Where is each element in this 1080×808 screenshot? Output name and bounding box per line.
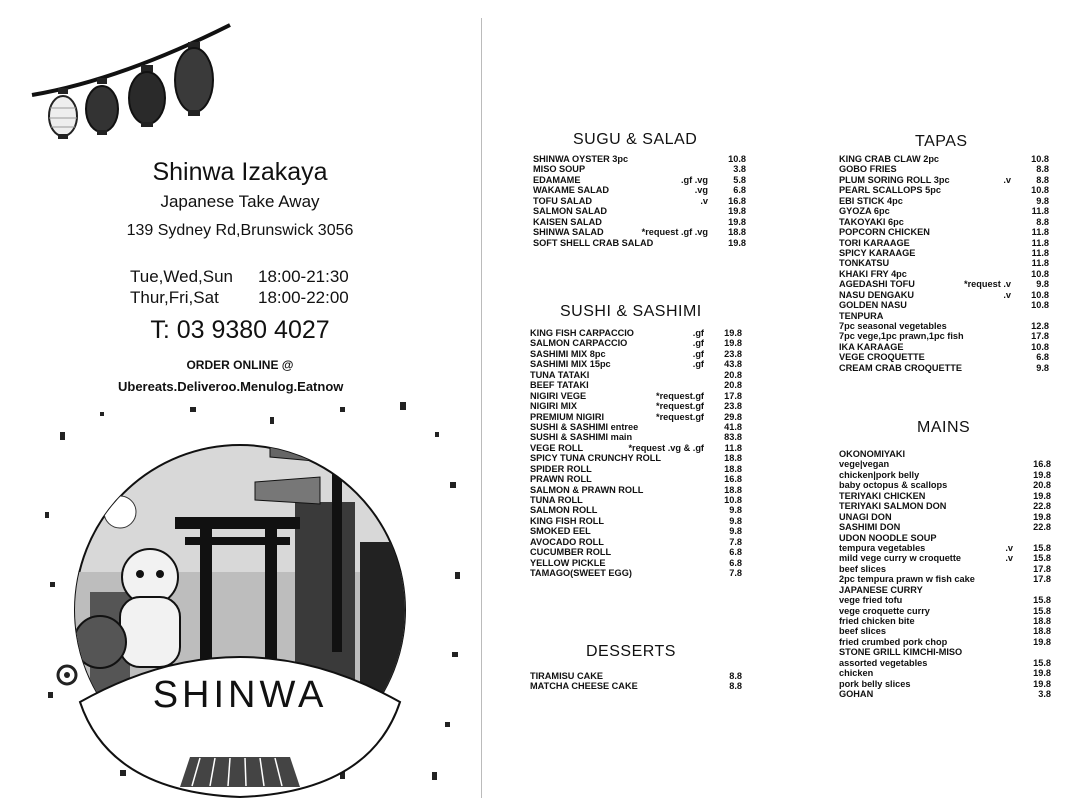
menu-item (839, 258, 1049, 268)
delivery-apps: Ubereats.Deliveroo.Menulog.Eatnow (118, 379, 344, 394)
phone-number: T: 03 9380 4027 (150, 316, 330, 344)
menu-item-name: SPICY KARAAGE (839, 247, 916, 258)
menu-item-name: TERIYAKI SALMON DON (839, 501, 947, 512)
menu-item-name: KING FISH CARPACCIO (530, 328, 634, 338)
menu-item (839, 164, 1049, 174)
menu-item (839, 227, 1049, 237)
menu-item-price: 9.8 (729, 515, 742, 526)
menu-item-price: 9.8 (729, 526, 742, 537)
menu-item-tag: *request.gf (656, 401, 704, 412)
menu-item (839, 363, 1049, 373)
menu-item (839, 269, 1049, 279)
menu-item-name: GOHAN (839, 689, 874, 700)
menu-item-price: 10.8 (724, 495, 742, 505)
menu-item-name: UDON NOODLE SOUP (839, 532, 937, 543)
menu-item-price: 18.8 (724, 463, 742, 474)
menu-item (530, 391, 742, 401)
menu-item-tag: *request.gf (656, 411, 704, 422)
menu-item-price: 8.8 (1036, 174, 1049, 185)
menu-item-tag: .v (1005, 542, 1013, 553)
menu-item-name: JAPANESE CURRY (839, 584, 923, 595)
menu-item (839, 585, 1051, 595)
menu-item-price: 18.8 (1033, 626, 1051, 637)
menu-item (530, 474, 742, 484)
menu-item-name: TUNA TATAKI (530, 369, 590, 380)
menu-item-name: 2pc tempura prawn w fish cake (839, 574, 975, 585)
menu-item-name: IKA KARAAGE (839, 341, 904, 352)
menu-item (533, 185, 746, 195)
menu-item (530, 537, 742, 547)
menu-item (839, 606, 1051, 616)
menu-item-price: 29.8 (724, 411, 742, 422)
menu-item (839, 185, 1049, 195)
section-title-sushi-sashimi: SUSHI & SASHIMI (560, 303, 702, 320)
menu-item-price: 15.8 (1033, 605, 1051, 616)
menu-item (839, 689, 1051, 699)
menu-item (839, 175, 1049, 185)
restaurant-address: 139 Sydney Rd,Brunswick 3056 (126, 222, 354, 239)
menu-item (839, 331, 1049, 341)
menu-item (839, 300, 1049, 310)
menu-item (839, 491, 1051, 501)
menu-item-price: 19.8 (1033, 490, 1051, 501)
menu-item-price: 9.8 (1036, 195, 1049, 206)
menu-item-name: GOLDEN NASU (839, 300, 907, 311)
lantern-string-illustration (30, 20, 250, 150)
restaurant-subtitle: Japanese Take Away (160, 192, 320, 211)
menu-item-price: 10.8 (1031, 185, 1049, 196)
menu-item-name: VEGE CROQUETTE (839, 352, 925, 363)
hours-days: Tue,Wed,Sun (130, 267, 234, 286)
menu-item-name: SUSHI & SASHIMI main (530, 432, 633, 443)
menu-item-name: WAKAME SALAD (533, 185, 610, 196)
menu-list-desserts (530, 671, 742, 692)
menu-item-price: 19.8 (1033, 678, 1051, 689)
lantern-dark-3 (175, 42, 213, 116)
menu-item-name: beef slices (839, 626, 886, 637)
menu-item-name: vege fried tofu (839, 595, 903, 606)
menu-item-name: TERIYAKI CHICKEN (839, 490, 926, 501)
menu-item-price: 15.8 (1033, 657, 1051, 668)
menu-item-name: TOFU SALAD (533, 195, 593, 206)
menu-item-name: baby octopus & scallops (839, 480, 948, 491)
menu-item-name: TONKATSU (839, 258, 890, 269)
menu-item (839, 512, 1051, 522)
menu-item (839, 616, 1051, 626)
menu-item (530, 681, 742, 691)
menu-item-name: PEARL SCALLOPS 5pc (839, 185, 941, 196)
menu-item-name: TAMAGO(SWEET EGG) (530, 568, 632, 579)
section-title-sugu-salad: SUGU & SALAD (573, 131, 698, 148)
menu-item (839, 668, 1051, 678)
menu-item-name: TORI KARAAGE (839, 237, 910, 248)
menu-item (530, 422, 742, 432)
menu-item (530, 485, 742, 495)
restaurant-name: Shinwa Izakaya (152, 158, 328, 186)
menu-item-name: vege croquette curry (839, 605, 930, 616)
menu-item-price: 19.8 (728, 206, 746, 217)
menu-item (839, 342, 1049, 352)
menu-item (530, 568, 742, 578)
menu-item-tag: .v (700, 195, 708, 206)
menu-item-price: 17.8 (1033, 574, 1051, 585)
menu-item-name: SPICY TUNA CRUNCHY ROLL (530, 453, 662, 464)
menu-item-tag: .gf (692, 328, 704, 338)
menu-item-tag: *request .v (964, 279, 1011, 290)
menu-item-price: 20.8 (724, 380, 742, 391)
menu-item-price: 20.8 (724, 369, 742, 380)
menu-item-price: 8.8 (1036, 216, 1049, 227)
menu-item-name: assorted vegetables (839, 657, 928, 668)
menu-item-price: 5.8 (733, 174, 746, 185)
menu-item-name: EDAMAME (533, 174, 581, 185)
menu-item-price: 19.8 (728, 216, 746, 227)
menu-item-price: 10.8 (1031, 154, 1049, 164)
menu-item-name: KAISEN SALAD (533, 216, 602, 227)
menu-item-name: PREMIUM NIGIRI (530, 411, 605, 422)
menu-item (839, 206, 1049, 216)
menu-item-tag: .gf (692, 338, 704, 349)
menu-item-name: chicken (839, 668, 874, 679)
menu-item-name: fried crumbed pork chop (839, 636, 948, 647)
menu-item-name: MATCHA CHEESE CAKE (530, 681, 638, 692)
menu-item-name: OKONOMIYAKI (839, 449, 906, 459)
menu-item-price: 16.8 (728, 195, 746, 206)
hours-time: 18:00-22:00 (258, 288, 349, 307)
menu-item (530, 432, 742, 442)
menu-item (530, 401, 742, 411)
menu-item-price: 6.8 (729, 557, 742, 568)
menu-item-name: TUNA ROLL (530, 495, 583, 505)
menu-item (839, 470, 1051, 480)
menu-item (839, 626, 1051, 636)
menu-item-price: 18.8 (724, 453, 742, 464)
menu-item-name: VEGE ROLL (530, 442, 584, 453)
page-fold (481, 18, 482, 798)
menu-list-sugu-salad (533, 154, 746, 248)
lantern-dark-2 (129, 65, 165, 127)
menu-item-name: GYOZA 6pc (839, 206, 890, 217)
menu-item (839, 238, 1049, 248)
menu-item-price: 6.8 (733, 185, 746, 196)
menu-item (839, 196, 1049, 206)
menu-item-price: 8.8 (729, 681, 742, 692)
menu-item (839, 564, 1051, 574)
order-online-label: ORDER ONLINE @ (186, 358, 294, 372)
menu-item-price: 16.8 (724, 474, 742, 485)
logo-text: SHINWA (152, 674, 328, 716)
menu-item (530, 370, 742, 380)
menu-item-name: STONE GRILL KIMCHI-MISO (839, 647, 963, 658)
menu-item-tag: .gf .vg (680, 174, 708, 185)
menu-item (530, 495, 742, 505)
menu-item (839, 217, 1049, 227)
menu-item-tag: .gf (692, 348, 704, 359)
menu-item (839, 449, 1051, 459)
menu-item-price: 9.8 (729, 505, 742, 516)
menu-item (839, 595, 1051, 605)
menu-item-price: 19.8 (1033, 636, 1051, 647)
menu-item (530, 547, 742, 557)
menu-item-price: 19.8 (728, 237, 746, 248)
menu-item-name: KHAKI FRY 4pc (839, 268, 907, 279)
menu-item-name: AGEDASHI TOFU (839, 279, 915, 290)
menu-item-tag: .v (1003, 289, 1011, 300)
menu-item-name: KING CRAB CLAW 2pc (839, 154, 940, 164)
menu-item (530, 453, 742, 463)
menu-item-name: chicken|pork belly (839, 469, 920, 480)
menu-item-price: 11.8 (724, 442, 742, 453)
menu-item-price: 15.8 (1033, 595, 1051, 606)
menu-item-name: PRAWN ROLL (530, 474, 592, 485)
menu-item-price: 22.8 (1033, 501, 1051, 512)
menu-item (839, 574, 1051, 584)
menu-item (530, 505, 742, 515)
menu-item-name: AVOCADO ROLL (530, 536, 604, 547)
menu-item-price: 6.8 (1036, 352, 1049, 363)
hours-row (130, 266, 349, 287)
section-title-desserts: DESSERTS (586, 643, 676, 660)
menu-item-price: 9.8 (1036, 279, 1049, 290)
shinwa-fan-illustration (40, 392, 470, 800)
menu-item (530, 412, 742, 422)
menu-item-name: beef slices (839, 563, 886, 574)
menu-item (530, 349, 742, 359)
menu-item (839, 637, 1051, 647)
menu-item-price: 16.8 (1033, 459, 1051, 470)
menu-item-name: SASHIMI MIX 8pc (530, 348, 606, 359)
menu-item-price: 83.8 (724, 432, 742, 443)
menu-item (839, 679, 1051, 689)
menu-item-price: 7.8 (729, 536, 742, 547)
menu-item-name: vege|vegan (839, 459, 890, 470)
menu-item-price: 22.8 (1033, 522, 1051, 533)
menu-item (839, 522, 1051, 532)
section-title-tapas: TAPAS (915, 133, 968, 150)
menu-item-name: SASHIMI DON (839, 522, 901, 533)
menu-item (839, 459, 1051, 469)
lantern-white (49, 88, 77, 139)
menu-item-price: 23.8 (724, 401, 742, 412)
menu-item-name: TENPURA (839, 310, 884, 321)
menu-item (839, 647, 1051, 657)
menu-item-price: 17.8 (1033, 563, 1051, 574)
menu-item-price: 8.8 (1036, 164, 1049, 175)
opening-hours (130, 266, 349, 308)
menu-item (533, 217, 746, 227)
menu-item (839, 352, 1049, 362)
menu-item (533, 164, 746, 174)
menu-item (839, 311, 1049, 321)
menu-item (530, 516, 742, 526)
hours-time: 18:00-21:30 (258, 267, 349, 286)
menu-item-price: 18.8 (728, 227, 746, 238)
menu-item-name: SPIDER ROLL (530, 463, 592, 474)
menu-item (839, 501, 1051, 511)
menu-item-name: YELLOW PICKLE (530, 557, 606, 568)
menu-item-name: KING FISH ROLL (530, 515, 605, 526)
menu-item (530, 671, 742, 681)
menu-item-name: UNAGI DON (839, 511, 892, 522)
menu-item-name: GOBO FRIES (839, 164, 897, 175)
menu-item-price: 18.8 (1033, 616, 1051, 626)
menu-item-name: SMOKED EEL (530, 526, 591, 537)
section-title-mains: MAINS (917, 419, 971, 436)
menu-item-name: TAKOYAKI 6pc (839, 216, 904, 227)
menu-item-price: 41.8 (724, 421, 742, 432)
menu-list-sushi-sashimi (530, 328, 742, 579)
menu-item-price: 3.8 (1038, 689, 1051, 700)
menu-item-price: 11.8 (1031, 206, 1049, 217)
menu-item-price: 8.8 (729, 671, 742, 681)
menu-item-name: 7pc vege,1pc prawn,1pc fish (839, 331, 964, 342)
menu-item (530, 338, 742, 348)
menu-item-price: 19.8 (1033, 511, 1051, 522)
menu-item-price: 11.8 (1031, 258, 1049, 269)
menu-item (839, 553, 1051, 563)
menu-item-tag: .vg (694, 185, 708, 196)
hours-row (130, 287, 349, 308)
menu-item (839, 279, 1049, 289)
menu-item-name: BEEF TATAKI (530, 380, 589, 391)
menu-item-price: 10.8 (728, 154, 746, 164)
menu-item-name: PLUM SORING ROLL 3pc (839, 174, 950, 185)
menu-item-price: 12.8 (1031, 321, 1049, 331)
menu-item-name: SOFT SHELL CRAB SALAD (533, 237, 654, 248)
menu-item-name: SALMON SALAD (533, 206, 608, 217)
menu-item (530, 558, 742, 568)
menu-item-price: 17.8 (1031, 331, 1049, 342)
menu-item-price: 11.8 (1031, 237, 1049, 248)
menu-item-price: 19.8 (724, 328, 742, 338)
menu-item (533, 154, 746, 164)
menu-item-name: MISO SOUP (533, 164, 586, 175)
menu-list-tapas (839, 154, 1049, 373)
menu-item (533, 206, 746, 216)
menu-item-price: 23.8 (724, 348, 742, 359)
menu-item-name: CUCUMBER ROLL (530, 547, 612, 558)
menu-item-name: POPCORN CHICKEN (839, 227, 930, 238)
menu-item-price: 19.8 (1033, 469, 1051, 480)
menu-item-price: 7.8 (729, 568, 742, 579)
menu-item-name: mild vege curry w croquette (839, 553, 962, 564)
menu-item-name: SALMON ROLL (530, 505, 598, 516)
menu-item-tag: *request .gf .vg (641, 227, 708, 238)
menu-item-price: 9.8 (1036, 362, 1049, 373)
menu-item-name: NIGIRI VEGE (530, 390, 587, 401)
menu-item-name: EBI STICK 4pc (839, 195, 903, 206)
menu-item (530, 443, 742, 453)
menu-item-name: SHINWA SALAD (533, 227, 604, 238)
menu-item (530, 526, 742, 536)
menu-item-name: SASHIMI MIX 15pc (530, 359, 611, 370)
menu-item-price: 18.8 (724, 484, 742, 495)
menu-item-price: 43.8 (724, 359, 742, 370)
menu-item-price: 3.8 (733, 164, 746, 175)
menu-item-price: 10.8 (1031, 341, 1049, 352)
menu-item (530, 380, 742, 390)
menu-item-price: 11.8 (1031, 247, 1049, 258)
menu-item (533, 196, 746, 206)
menu-item-price: 10.8 (1031, 300, 1049, 311)
menu-item-price: 15.8 (1033, 553, 1051, 564)
menu-item (839, 248, 1049, 258)
menu-item-name: SALMON & PRAWN ROLL (530, 484, 644, 495)
menu-item (533, 238, 746, 248)
menu-item (839, 658, 1051, 668)
menu-item-tag: *request.gf (656, 390, 704, 401)
hours-days: Thur,Fri,Sat (130, 288, 219, 307)
menu-item-price: 10.8 (1031, 289, 1049, 300)
menu-item-price: 11.8 (1031, 227, 1049, 238)
menu-item-name: SHINWA OYSTER 3pc (533, 154, 629, 164)
menu-item-tag: *request .vg & .gf (628, 442, 704, 453)
menu-item-name: SUSHI & SASHIMI entree (530, 421, 639, 432)
menu-item-price: 20.8 (1033, 480, 1051, 491)
menu-item (839, 321, 1049, 331)
menu-item-price: 17.8 (724, 390, 742, 401)
menu-item (530, 359, 742, 369)
menu-item-name: TIRAMISU CAKE (530, 671, 603, 681)
menu-item (839, 154, 1049, 164)
menu-item-price: 19.8 (724, 338, 742, 349)
menu-item-name: 7pc seasonal vegetables (839, 321, 947, 331)
menu-list-mains (839, 449, 1051, 700)
menu-item-name: pork belly slices (839, 678, 911, 689)
menu-item (533, 175, 746, 185)
menu-item (530, 464, 742, 474)
menu-item (839, 290, 1049, 300)
menu-item (839, 543, 1051, 553)
menu-item-name: fried chicken bite (839, 616, 915, 626)
menu-item (839, 480, 1051, 490)
menu-item-name: SALMON CARPACCIO (530, 338, 628, 349)
menu-item-tag: .v (1003, 174, 1011, 185)
menu-item-tag: .v (1005, 553, 1013, 564)
menu-item-price: 19.8 (1033, 668, 1051, 679)
menu-item (839, 533, 1051, 543)
lantern-dark-1 (86, 78, 118, 135)
menu-item-name: tempura vegetables (839, 542, 926, 553)
menu-item (530, 328, 742, 338)
menu-item (533, 227, 746, 237)
menu-item-price: 6.8 (729, 547, 742, 558)
menu-item-price: 15.8 (1033, 542, 1051, 553)
menu-item-price: 10.8 (1031, 268, 1049, 279)
menu-item-tag: .gf (692, 359, 704, 370)
menu-item-name: NIGIRI MIX (530, 401, 577, 412)
menu-item-name: CREAM CRAB CROQUETTE (839, 362, 963, 373)
menu-item-name: NASU DENGAKU (839, 289, 915, 300)
